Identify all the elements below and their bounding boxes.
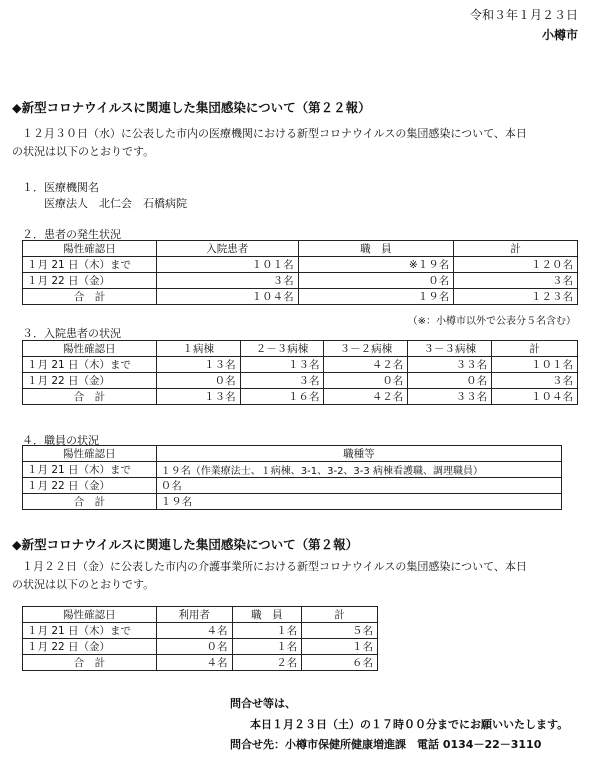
table-row — [23, 389, 578, 405]
section1-value: 医療法人 北仁会 石橋病院 — [44, 197, 187, 210]
value-cell: ３名 — [156, 273, 298, 289]
value-cell: ０名 — [408, 373, 492, 389]
date-cell: １月 22 日（金） — [23, 273, 157, 289]
header-cell: １病棟 — [156, 341, 240, 357]
report2-intro-1: １月２２日（金）に公表した市内の介護事業所における新型コロナウイルスの集団感染について、本日 — [22, 560, 527, 573]
value-cell: ６名 — [302, 655, 378, 671]
care-facility-table — [22, 606, 378, 671]
report2-intro-2: の状況は以下のとおりです。 — [12, 578, 155, 591]
report1-intro-1: １２月３０日（水）に公表した市内の医療機関における新型コロナウイルスの集団感染について、本日 — [22, 127, 527, 140]
section3-heading: ３．入院患者の状況 — [22, 327, 121, 340]
value-cell: ３３名 — [408, 357, 492, 373]
table-row — [23, 289, 578, 305]
value-cell: ４名 — [156, 623, 232, 639]
value-cell: ０名 — [298, 273, 454, 289]
header-cell: 陽性確認日 — [23, 607, 157, 623]
header-cell: 陽性確認日 — [23, 341, 157, 357]
table-row — [23, 639, 378, 655]
value-cell: １名 — [232, 639, 302, 655]
report1-title: ◆新型コロナウイルスに関連した集団感染について（第２２報） — [12, 100, 371, 115]
total-label-cell: 合 計 — [23, 655, 157, 671]
value-cell: １名 — [232, 623, 302, 639]
patients-table — [22, 240, 578, 305]
value-cell: １０４名 — [156, 289, 298, 305]
value-cell: ４名 — [156, 655, 232, 671]
date-cell: １月 21 日（木）まで — [23, 257, 157, 273]
issuer-city: 小樽市 — [541, 28, 578, 42]
contact-phone: 問合せ先：小樽市保健所健康増進課 電話 0134－22－3110 — [230, 738, 542, 751]
value-cell: ３名 — [492, 373, 578, 389]
value-cell: １９名 — [298, 289, 454, 305]
job-detail-cell: １９名（作業療法士、１病棟、3-1、3-2、3-3 病棟看護職、調理職員） — [156, 462, 561, 478]
total-label-cell: 合 計 — [23, 289, 157, 305]
value-cell: ３名 — [454, 273, 578, 289]
value-cell: ３名 — [240, 373, 324, 389]
value-cell: １３名 — [156, 357, 240, 373]
table-row — [23, 655, 378, 671]
header-cell: 利用者 — [156, 607, 232, 623]
table-row — [23, 494, 562, 510]
table-row — [23, 257, 578, 273]
value-cell: １３名 — [240, 357, 324, 373]
value-cell: １０１名 — [492, 357, 578, 373]
value-cell: ０名 — [156, 373, 240, 389]
table-row — [23, 273, 578, 289]
header-cell: 計 — [492, 341, 578, 357]
value-cell: １０４名 — [492, 389, 578, 405]
header-cell: 陽性確認日 — [23, 241, 157, 257]
section4-heading: ４．職員の状況 — [22, 434, 99, 447]
value-cell: ５名 — [302, 623, 378, 639]
header-cell: ３－３病棟 — [408, 341, 492, 357]
value-cell: １０１名 — [156, 257, 298, 273]
inpatients-table — [22, 340, 578, 405]
date-cell: １月 22 日（金） — [23, 639, 157, 655]
value-cell: ２名 — [232, 655, 302, 671]
value-cell: ※１９名 — [298, 257, 454, 273]
header-cell: 職 員 — [298, 241, 454, 257]
value-cell: ３３名 — [408, 389, 492, 405]
header-cell: ３－２病棟 — [324, 341, 408, 357]
section2-heading: ２．患者の発生状況 — [22, 228, 121, 241]
staff-table — [22, 445, 562, 510]
patients-table-note: （※：小樽市以外で公表分５名含む） — [407, 316, 576, 327]
table-row — [23, 478, 562, 494]
job-detail-cell: ０名 — [156, 478, 561, 494]
contact-heading: 問合せ等は、 — [230, 697, 296, 710]
table-row — [23, 373, 578, 389]
header-cell: 計 — [454, 241, 578, 257]
value-cell: ０名 — [324, 373, 408, 389]
report2-title: ◆新型コロナウイルスに関連した集団感染について（第２報） — [12, 537, 359, 552]
date-cell: １月 21 日（木）まで — [23, 357, 157, 373]
value-cell: １２０名 — [454, 257, 578, 273]
header-cell: 職 員 — [232, 607, 302, 623]
date-cell: １月 22 日（金） — [23, 478, 157, 494]
document-date: 令和３年１月２３日 — [469, 8, 578, 22]
table-row — [23, 623, 378, 639]
value-cell: １名 — [302, 639, 378, 655]
value-cell: ４２名 — [324, 389, 408, 405]
header-cell: ２－３病棟 — [240, 341, 324, 357]
total-label-cell: 合 計 — [23, 494, 157, 510]
value-cell: １６名 — [240, 389, 324, 405]
report1-intro-2: の状況は以下のとおりです。 — [12, 145, 155, 158]
value-cell: １３名 — [156, 389, 240, 405]
value-cell: ４２名 — [324, 357, 408, 373]
date-cell: １月 22 日（金） — [23, 373, 157, 389]
header-cell: 陽性確認日 — [23, 446, 157, 462]
table-row — [23, 357, 578, 373]
value-cell: １２３名 — [454, 289, 578, 305]
value-cell: ０名 — [156, 639, 232, 655]
contact-deadline: 本日１月２３日（土）の１７時００分までにお願いいたします。 — [250, 718, 569, 731]
table-row — [23, 462, 562, 478]
date-cell: １月 21 日（木）まで — [23, 623, 157, 639]
header-cell: 入院患者 — [156, 241, 298, 257]
total-label-cell: 合 計 — [23, 389, 157, 405]
header-cell: 職種等 — [156, 446, 561, 462]
job-detail-cell: １９名 — [156, 494, 561, 510]
section1-heading: １．医療機関名 — [22, 181, 99, 194]
date-cell: １月 21 日（木）まで — [23, 462, 157, 478]
header-cell: 計 — [302, 607, 378, 623]
